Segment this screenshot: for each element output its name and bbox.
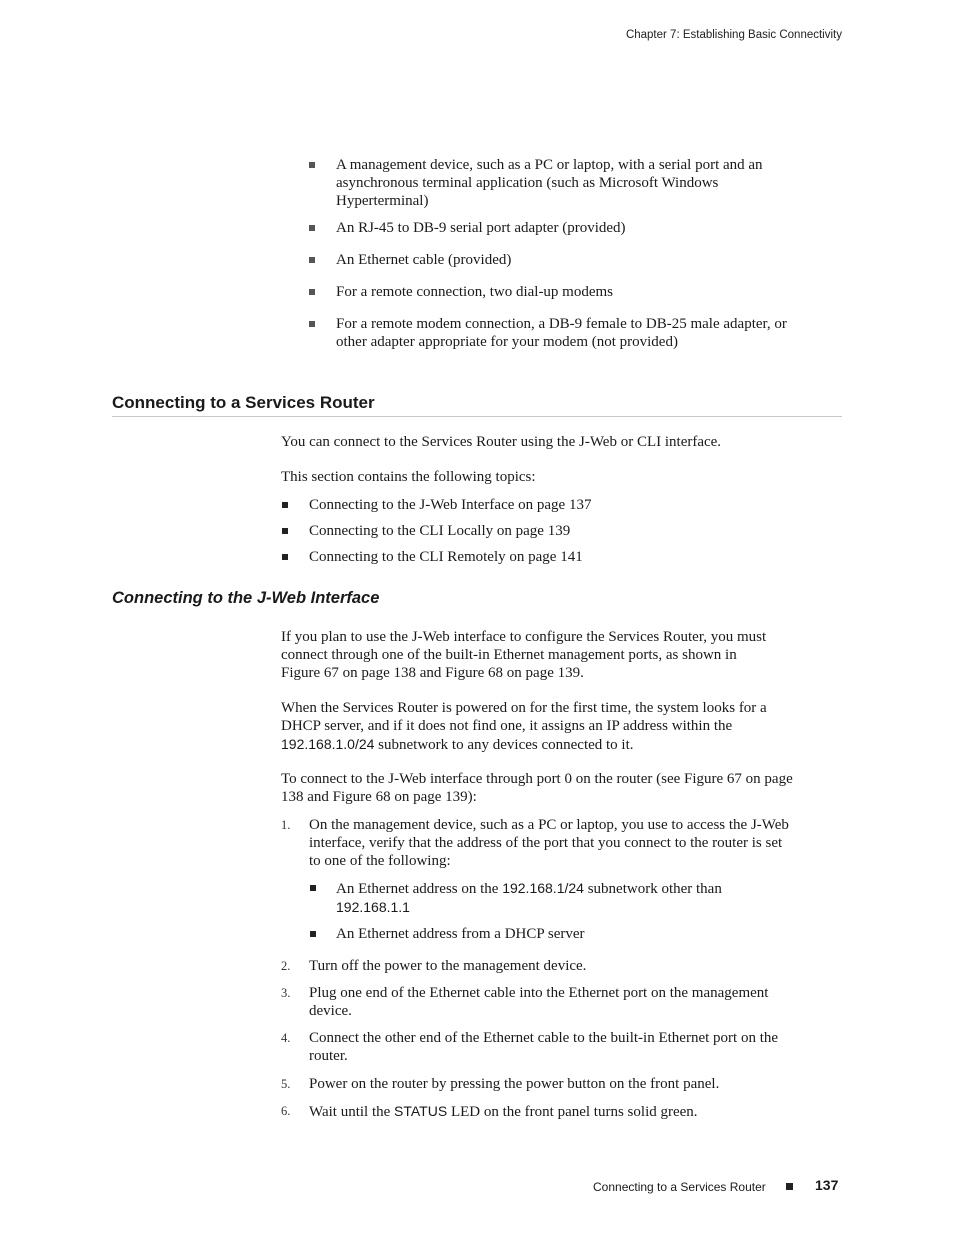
step-text: Wait until the STATUS LED on the front panel turns solid green. <box>309 1103 698 1120</box>
list-item: An RJ-45 to DB-9 serial port adapter (provided) <box>336 220 626 236</box>
list-item: For a remote modem connection, a DB-9 female to DB-25 male adapter, or other adapter appropriate for your modem (not provided) <box>336 316 787 350</box>
step-number: 1. <box>281 818 291 832</box>
step-number: 2. <box>281 959 291 973</box>
paragraph: To connect to the J-Web interface through port 0 on the router (see Figure 67 on page 138 and Figure 68 on page 139): <box>281 771 793 805</box>
subsection-heading: Connecting to the J-Web Interface <box>112 589 380 607</box>
topic-link[interactable]: Connecting to the CLI Remotely on page 141 <box>309 549 583 565</box>
footer-section-title: Connecting to a Services Router <box>593 1180 766 1194</box>
step-number: 5. <box>281 1077 291 1091</box>
list-bullet <box>310 931 316 937</box>
paragraph: You can connect to the Services Router using the J-Web or CLI interface. <box>281 434 722 450</box>
paragraph: If you plan to use the J-Web interface to configure the Services Router, you must connect through one of the built-in Ethernet management ports, as shown in Figure 67 on page 138 and Figure 68 on page 139. <box>281 629 767 681</box>
list-item: A management device, such as a PC or laptop, with a serial port and an asynchronous terminal application (such as Microsoft Windows Hyperterminal) <box>336 157 763 209</box>
paragraph: This section contains the following topics: <box>281 469 536 485</box>
step-number: 4. <box>281 1031 291 1045</box>
heading-rule <box>112 416 842 417</box>
code-led: STATUS <box>394 1103 448 1119</box>
section-heading: Connecting to a Services Router <box>112 393 375 412</box>
step-text: On the management device, such as a PC or laptop, you use to access the J-Web interface, verify that the address of the port that you connect to the router is set to one of the following: <box>309 817 789 869</box>
step-text: Plug one end of the Ethernet cable into the Ethernet port on the management device. <box>309 985 769 1019</box>
page-number: 137 <box>815 1177 839 1193</box>
sub-list-item: An Ethernet address from a DHCP server <box>336 926 585 942</box>
list-bullet <box>309 162 315 168</box>
code-address: 192.168.1.1 <box>336 899 410 915</box>
list-bullet <box>282 554 288 560</box>
list-bullet <box>309 225 315 231</box>
list-item: An Ethernet cable (provided) <box>336 252 512 268</box>
list-item: For a remote connection, two dial-up modems <box>336 284 614 300</box>
step-text: Turn off the power to the management device. <box>309 958 587 974</box>
step-number: 6. <box>281 1104 291 1118</box>
list-bullet <box>310 885 316 891</box>
list-bullet <box>309 289 315 295</box>
footer-bullet <box>786 1183 793 1190</box>
step-text: Power on the router by pressing the power button on the front panel. <box>309 1076 720 1092</box>
paragraph: When the Services Router is powered on for the first time, the system looks for a DHCP server, and if it does not find one, it assigns an IP address within the 192.168.1.0/24 subnetwork to any devices connected to it. <box>281 700 767 753</box>
list-bullet <box>309 321 315 327</box>
step-text: Connect the other end of the Ethernet cable to the built-in Ethernet port on the router. <box>309 1030 779 1064</box>
code-subnet: 192.168.1/24 <box>502 880 584 896</box>
topic-link[interactable]: Connecting to the J-Web Interface on page 137 <box>309 497 592 513</box>
running-header: Chapter 7: Establishing Basic Connectivity <box>625 29 842 41</box>
list-bullet <box>282 528 288 534</box>
topic-link[interactable]: Connecting to the CLI Locally on page 139 <box>309 523 571 539</box>
list-bullet <box>282 502 288 508</box>
sub-list-item: An Ethernet address on the 192.168.1/24 subnetwork other than 192.168.1.1 <box>336 880 722 915</box>
list-bullet <box>309 257 315 263</box>
code-subnet: 192.168.1.0/24 <box>281 736 375 752</box>
step-number: 3. <box>281 986 291 1000</box>
